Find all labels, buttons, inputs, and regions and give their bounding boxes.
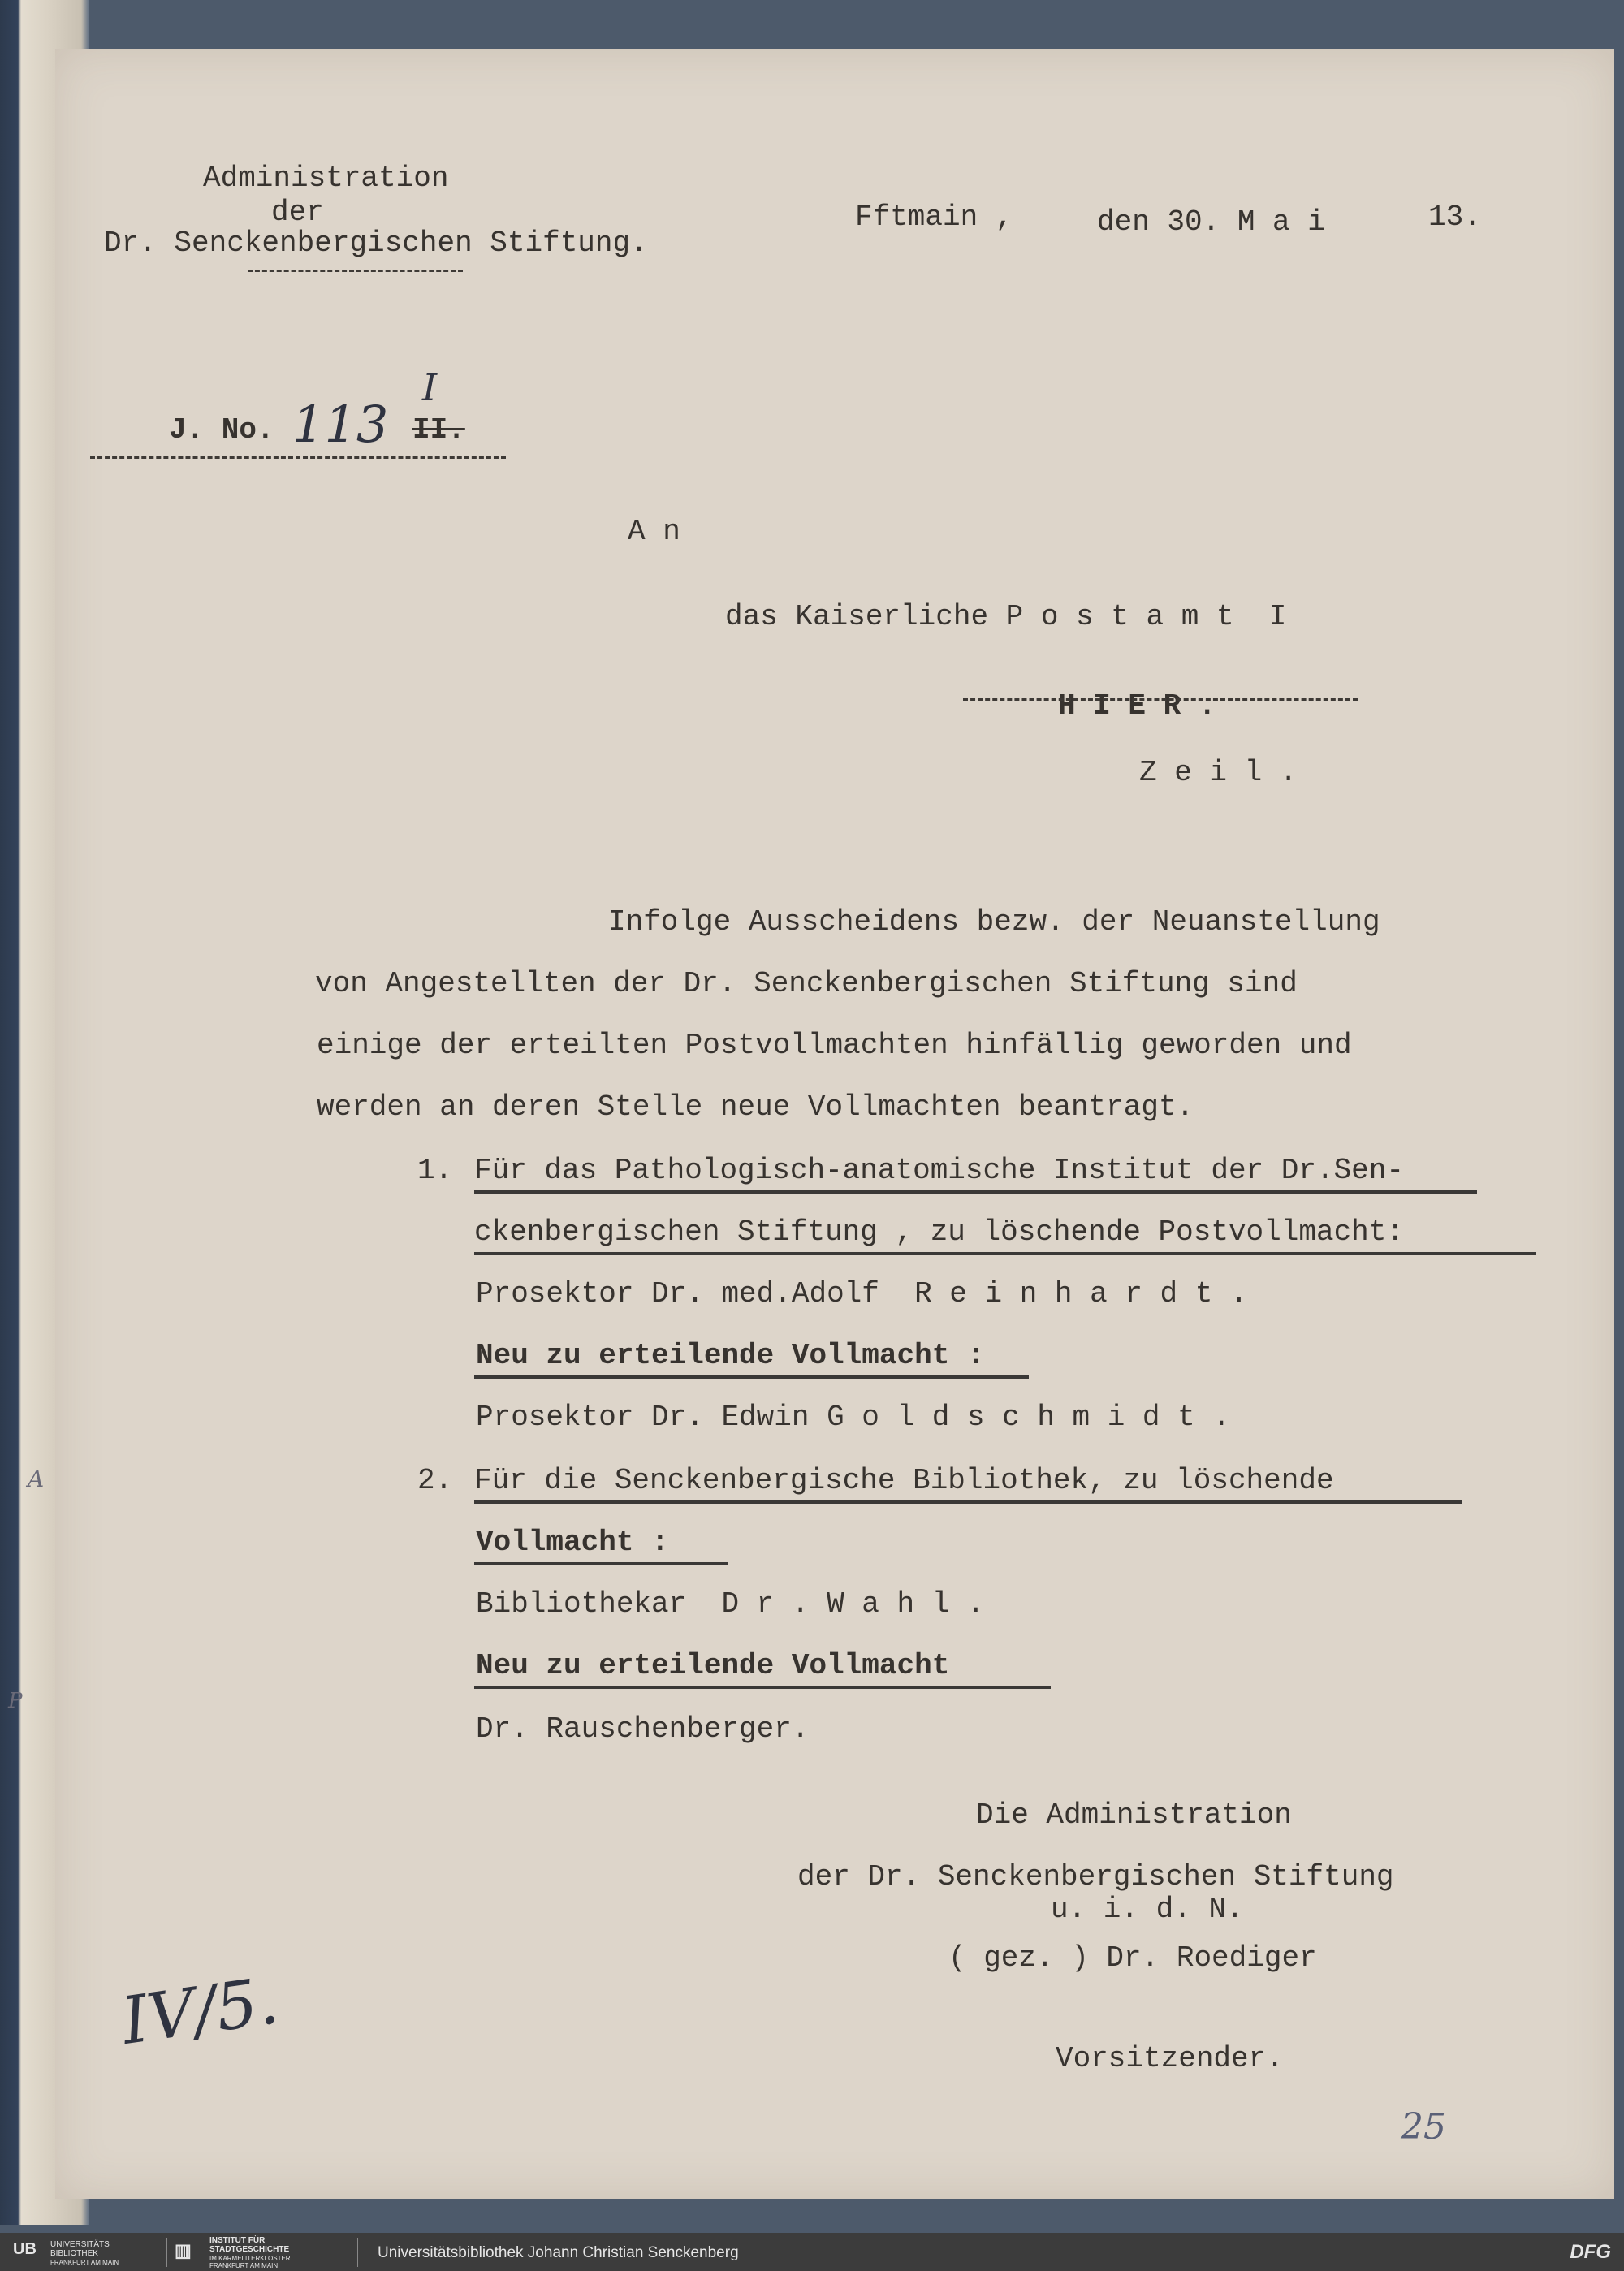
handwritten-page-number: 25	[1401, 2106, 1446, 2148]
addressee-recipient: das Kaiserliche P o s t a m t I	[725, 600, 1287, 633]
margin-annotation-a: A	[28, 1466, 45, 1492]
item-1-new: Prosektor Dr. Edwin G o l d s c h m i d t .	[476, 1401, 1230, 1434]
signature-line1: Die Administration	[976, 1798, 1292, 1832]
letterhead-line2: der	[271, 196, 324, 229]
addressee-hier: H I E R .	[1058, 689, 1216, 723]
footer-separator-2	[357, 2238, 358, 2267]
signature-line4: ( gez. ) Dr. Roediger	[948, 1941, 1317, 1975]
item-2-old: Bibliothekar D r . W a h l .	[476, 1587, 985, 1621]
body-line-2: von Angestellten der Dr. Senckenbergischen Stiftung sind	[315, 967, 1298, 1000]
letterhead-line3: Dr. Senckenbergischen Stiftung.	[104, 227, 648, 260]
body-line-1: Infolge Ausscheidens bezw. der Neuanstellung	[608, 905, 1380, 939]
footer-separator-1	[166, 2238, 167, 2267]
body-line-4: werden an deren Stelle neue Vollmachten beantragt.	[317, 1090, 1194, 1124]
signature-line2: der Dr. Senckenbergischen Stiftung	[797, 1860, 1394, 1893]
body-line-3: einige der erteilten Postvollmachten hinfällig geworden und	[317, 1029, 1352, 1062]
item-2-heading-2-underline	[474, 1562, 728, 1565]
letterhead-line1: Administration	[203, 162, 449, 195]
item-2-new: Dr. Rauschenberger.	[476, 1712, 810, 1746]
addressee-zeil: Z e i l .	[1139, 756, 1298, 789]
margin-annotation-p: P	[8, 1689, 23, 1713]
item-1-old: Prosektor Dr. med.Adolf R e i n h a r d t .	[476, 1277, 1248, 1310]
item-1-heading-1: Für das Pathologisch-anatomische Institut der Dr.Sen-	[474, 1154, 1404, 1187]
addressee-rule	[963, 698, 1358, 701]
item-2-heading-1-underline	[474, 1500, 1462, 1504]
handwritten-file-mark: IV/5.	[117, 1962, 283, 2059]
reference-prefix: J. No.	[169, 413, 274, 447]
reference-number: 113	[292, 395, 389, 454]
isg-line4: FRANKFURT AM MAIN	[209, 2262, 279, 2269]
letter-page	[55, 49, 1614, 2199]
item-1-heading-2-underline	[474, 1252, 1536, 1255]
item-1-new-label-underline	[474, 1375, 1029, 1379]
isg-line1: INSTITUT FÜR	[209, 2236, 266, 2245]
item-2-number: 2.	[417, 1464, 453, 1497]
date-place: Fftmain ,	[855, 201, 1013, 234]
date-year: 13.	[1428, 201, 1481, 234]
item-2-new-label-underline	[474, 1686, 1051, 1689]
signature-line3: u. i. d. N.	[1051, 1893, 1244, 1926]
ub-line2: BIBLIOTHEK	[50, 2249, 98, 2258]
isg-line2: STADTGESCHICHTE	[209, 2245, 290, 2254]
item-2-heading-2: Vollmacht :	[476, 1526, 669, 1559]
ub-line1: UNIVERSITÄTS	[50, 2240, 110, 2249]
ub-line3: FRANKFURT AM MAIN	[50, 2259, 119, 2266]
dfg-logo: DFG	[1570, 2241, 1611, 2263]
isg-line3: IM KARMELITERKLOSTER	[209, 2255, 291, 2262]
footer-bar	[0, 2233, 1624, 2271]
item-1-heading-2: ckenbergischen Stiftung , zu löschende Postvollmacht:	[474, 1215, 1404, 1249]
reference-rule	[90, 456, 506, 459]
isg-logo-icon: ▥	[175, 2240, 192, 2260]
item-1-new-label: Neu zu erteilende Vollmacht :	[476, 1339, 985, 1372]
item-1-heading-1-underline	[474, 1190, 1477, 1194]
item-2-new-label: Neu zu erteilende Vollmacht	[476, 1649, 950, 1682]
item-2-heading-1: Für die Senckenbergische Bibliothek, zu löschende	[474, 1464, 1334, 1497]
signature-title: Vorsitzender.	[1056, 2042, 1284, 2075]
date-text: den 30. M a i	[1097, 205, 1325, 239]
ub-logo: UB	[13, 2240, 37, 2258]
item-1-number: 1.	[417, 1154, 453, 1187]
reference-struck: II.	[412, 413, 465, 447]
reference-correction: I	[422, 365, 438, 409]
addressee-an: A n	[628, 515, 680, 548]
letterhead-rule	[248, 270, 463, 272]
footer-library-name: Universitätsbibliothek Johann Christian Senckenberg	[378, 2244, 739, 2261]
